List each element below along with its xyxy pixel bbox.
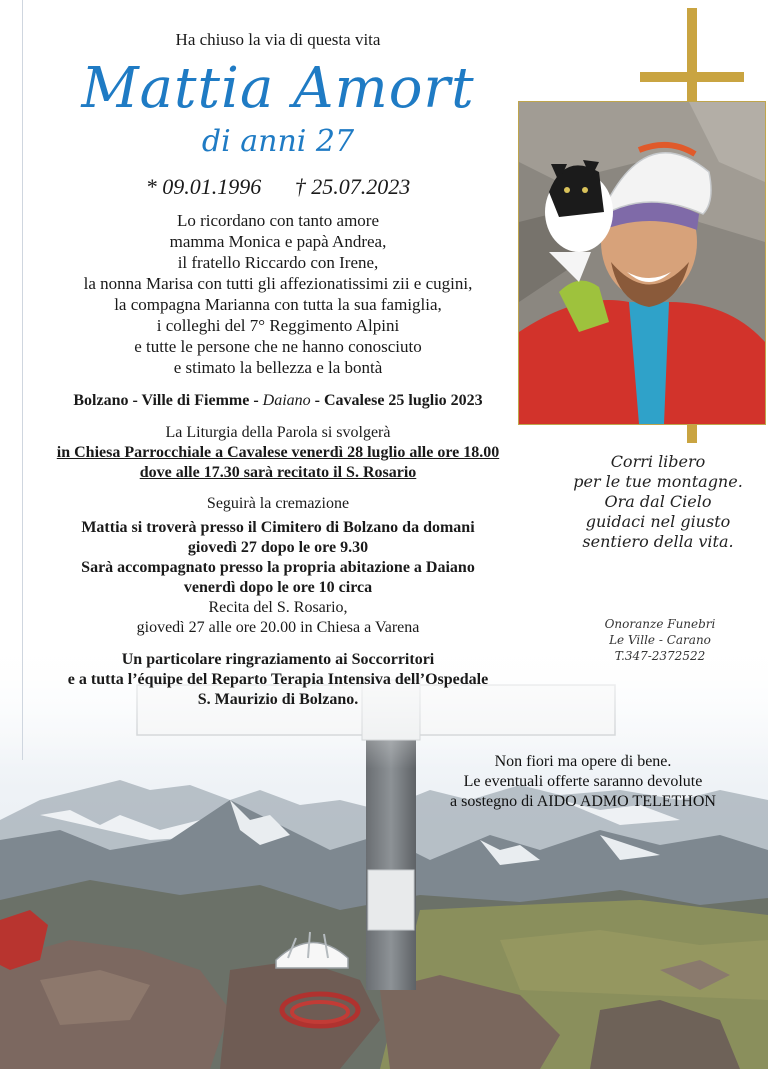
funeral-home-name: Onoranze Funebri [604,617,716,631]
thanks-line: S. Maurizio di Bolzano. [197,691,359,708]
poem-line: per le tue montagne. [573,472,743,491]
funeral-home-location: Le Ville - Carano [609,633,711,647]
dates-line [18,174,538,200]
donation-line: Non fiori ma opere di bene. [494,753,672,770]
cremation-line-bold: venerdì dopo le ore 10 circa [183,579,373,596]
poem-block [548,452,768,552]
poem-line: Ora dal Cielo [604,492,712,511]
places-part-italic: Daiano [262,392,311,409]
donation-line: Le eventuali offerte saranno devolute [463,773,703,790]
liturgy-line: La Liturgia della Parola si svolgerà [165,424,391,441]
thanks-line: Un particolare ringraziamento ai Soccorritori [121,651,435,668]
mourners-line: Lo ricordano con tanto amore [176,211,380,230]
thanks-block [18,650,538,710]
mourners-line: la compagna Marianna con tutta la sua famiglia, [114,295,442,314]
birth-date: * 09.01.1996 [145,174,262,199]
mourners-line: e stimato la bellezza e la bontà [173,358,383,377]
donation-line: a sostegno di AIDO ADMO TELETHON [450,793,716,810]
cremation-line-bold: giovedì 27 dopo le ore 9.30 [187,539,369,556]
funeral-home-phone: T.347-2372522 [614,649,706,663]
mourners-line: e tutte le persone che ne hanno conosciuto [134,337,422,356]
cremation-line: Recita del S. Rosario, [208,599,348,616]
mourners-line: il fratello Riccardo con Irene, [177,253,379,272]
places-line [18,392,538,410]
cremation-line-bold: Mattia si troverà presso il Cimitero di Bolzano da domani [81,519,475,536]
cremation-line-bold: Sarà accompagnato presso la propria abitazione a Daiano [81,559,475,576]
liturgy-line-underlined: in Chiesa Parrocchiale a Cavalese venerdì 28 luglio alle ore 18.00 [56,444,500,461]
places-part: - Cavalese 25 luglio 2023 [310,392,483,409]
cremation-line: Seguirà la cremazione [206,495,350,512]
funeral-home-block [560,616,760,664]
poem-line: Corri libero [610,452,706,471]
age-line: di anni 27 [201,124,355,159]
intro-line: Ha chiuso la via di questa vita [175,30,381,49]
places-part: Bolzano - Ville di Fiemme - [73,392,263,409]
mourners-line: mamma Monica e papà Andrea, [169,232,387,251]
liturgy-block [18,423,538,483]
mourners-line: la nonna Marisa con tutti gli affezionatissimi zii e cugini, [83,274,473,293]
death-date: † 25.07.2023 [294,174,411,199]
poem-line: sentiero della vita. [582,532,734,551]
poem-line: guidaci nel giusto [585,512,731,531]
mourners-block [18,210,538,378]
portrait-photo [518,101,766,425]
cremation-block [18,494,538,638]
mourners-line: i colleghi del 7° Reggimento Alpini [156,316,400,335]
thanks-line: e a tutta l’équipe del Reparto Terapia Intensiva dell’Ospedale [67,671,489,688]
cremation-line: giovedì 27 alle ore 20.00 in Chiesa a Varena [136,619,420,636]
donation-block [418,752,748,812]
deceased-name: Mattia Amort [81,56,475,121]
liturgy-line-underlined: dove alle 17.30 sarà recitato il S. Rosario [139,464,417,481]
